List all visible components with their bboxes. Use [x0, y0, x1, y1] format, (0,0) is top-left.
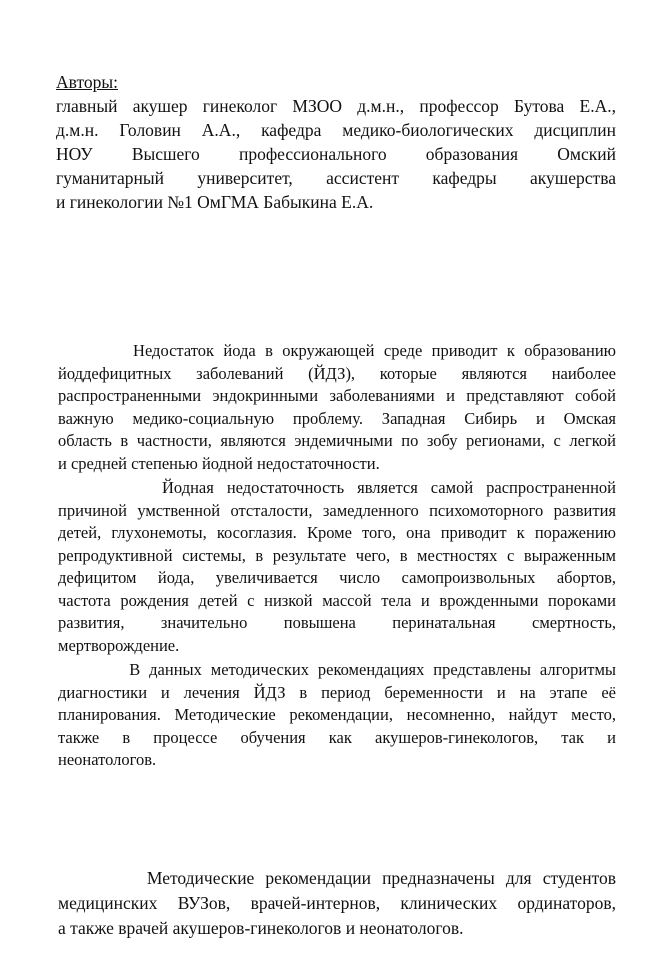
- authors-line: гуманитарный университет, ассистент кафедры акушерства: [56, 168, 616, 188]
- text-line: йоддефицитных заболеваний (ЙДЗ), которые являются наиболее: [58, 363, 616, 383]
- intro-paragraph-consequences: [58, 477, 616, 657]
- text-line: Методические рекомендации предназначены для студентов: [58, 868, 616, 888]
- text-line: медицинских ВУЗов, врачей-интернов, клинических ординаторов,: [58, 893, 616, 913]
- text-line: Недостаток йода в окружающей среде приводит к образованию: [58, 341, 616, 360]
- text-line: диагностики и лечения ЙДЗ в период беременности и на этапе её: [58, 682, 616, 702]
- text-line: репродуктивной системы, в результате чего, в местностях с выраженным: [58, 545, 616, 565]
- intro-paragraph-iodine-deficiency: [58, 340, 616, 475]
- text-line: причиной умственной отсталости, замедленного психомоторного развития: [58, 500, 616, 520]
- intro-paragraph-recommendations: [58, 659, 616, 772]
- text-line: планирования. Методические рекомендации, несомненно, найдут место,: [58, 705, 616, 724]
- text-line: частота рождения детей с низкой массой тела и врожденными пороками: [58, 590, 616, 610]
- intro-section: [58, 340, 616, 772]
- authors-line: НОУ Высшего профессионального образования Омский: [56, 144, 616, 164]
- text-line: Йодная недостаточность является самой распространенной: [58, 478, 616, 497]
- authors-line: и гинекологии №1 ОмГМА Бабыкина Е.А.: [56, 192, 374, 212]
- text-line: а также врачей акушеров-гинекологов и неонатологов.: [58, 918, 464, 938]
- text-line: В данных методических рекомендациях представлены алгоритмы: [58, 660, 616, 679]
- text-line: детей, глухонемоты, косоглазия. Кроме того, она приводит к поражению: [58, 523, 616, 542]
- text-line: область в частности, являются эндемичными по зобу регионами, с легкой: [58, 431, 616, 450]
- authors-block: [56, 70, 616, 214]
- text-line: распространенными эндокринными заболеваниями и представляют собой: [58, 386, 616, 405]
- text-line: мертворождение.: [58, 635, 180, 655]
- authors-line: д.м.н. Головин А.А., кафедра медико-биологических дисциплин: [56, 120, 616, 140]
- text-line: развития, значительно повышена перинатальная смертность,: [58, 613, 616, 632]
- text-line: дефицитом йода, увеличивается число самопроизвольных абортов,: [58, 568, 616, 587]
- text-line: неонатологов.: [58, 750, 157, 769]
- purpose-section: [58, 866, 616, 941]
- text-line: и средней степенью йодной недостаточности.: [58, 453, 380, 473]
- text-line: также в процессе обучения как акушеров-гинекологов, так и: [58, 727, 616, 747]
- authors-line: главный акушер гинеколог МЗОО д.м.н., профессор Бутова Е.А.,: [56, 96, 616, 116]
- authors-heading: Авторы:: [56, 72, 119, 92]
- text-line: важную медико-социальную проблему. Западная Сибирь и Омская: [58, 408, 616, 428]
